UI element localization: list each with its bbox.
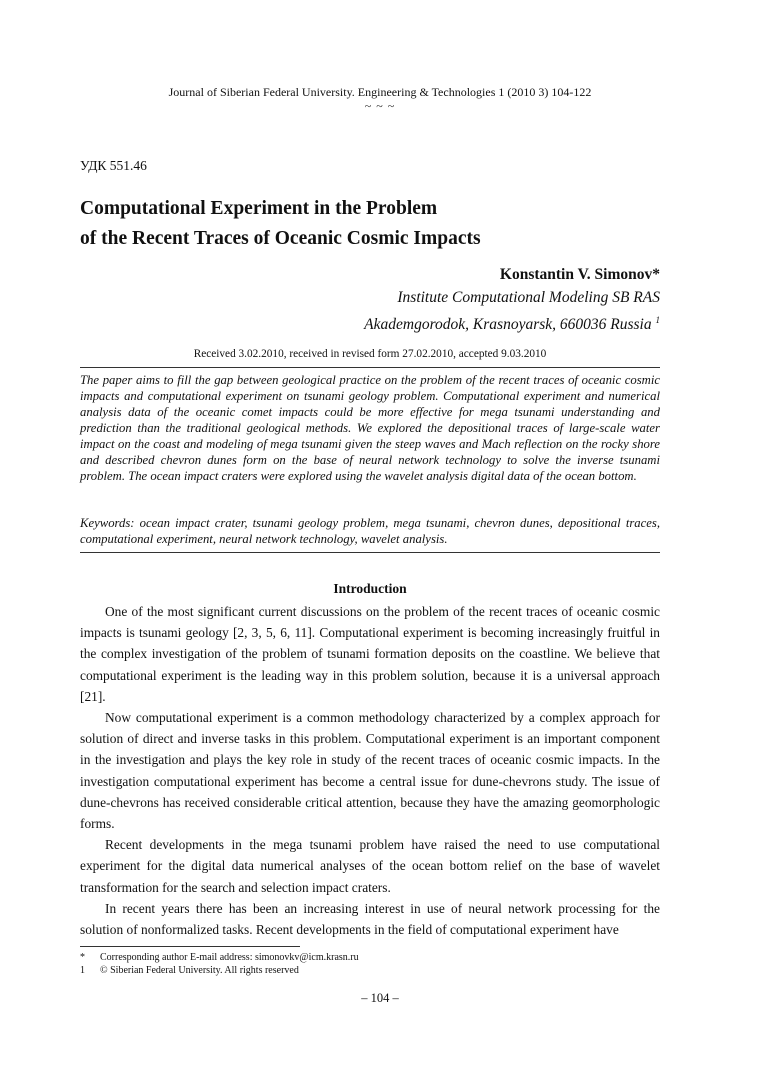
paper-title bbox=[80, 194, 660, 254]
paragraph: In recent years there has been an increasing interest in use of neural network processing for the solution of nonformalized tasks. Recent developments in the field of computational experiment have bbox=[80, 900, 660, 938]
udk-code: УДК 551.46 bbox=[80, 158, 147, 173]
footnote-mark: * bbox=[80, 952, 85, 963]
footnote-text: Corresponding author E-mail address: simonovkv@icm.krasn.ru bbox=[100, 952, 359, 963]
paragraph: One of the most significant current discussions on the problem of the recent traces of oceanic cosmic impacts is tsunami geology [2, 3, 5, 6, 11]. Computational experiment is becoming increasingly fruitful in the complex investigation of the problem of tsunami formation deposits on the coastline. We believe that computational experiment is the leading way in this problem solution, because it is a universal approach [21]. bbox=[80, 604, 660, 704]
footnote bbox=[80, 951, 660, 964]
paragraph: Recent developments in the mega tsunami problem have raised the need to use computational experiment for the digital data numerical analyses of the ocean bottom relief on the base of wavelet transformation for the search and selection impact craters. bbox=[80, 837, 660, 895]
body-text bbox=[80, 601, 660, 940]
received-dates: Received 3.02.2010, received in revised form 27.02.2010, accepted 9.03.2010 bbox=[193, 348, 547, 360]
journal-header: Journal of Siberian Federal University. Engineering & Technologies 1 (2010 3) 104-122 bbox=[168, 85, 592, 99]
section-heading: Introduction bbox=[333, 581, 407, 596]
title-line-1: Computational Experiment in the Problem bbox=[80, 198, 438, 219]
title-line-2: of the Recent Traces of Oceanic Cosmic Impacts bbox=[80, 228, 481, 249]
author-affiliation bbox=[364, 287, 660, 336]
keywords-text: Keywords: ocean impact crater, tsunami geology problem, mega tsunami, chevron dunes, depositional traces, computational experiment, neural network technology, wavelet analysis. bbox=[80, 516, 660, 546]
footnotes bbox=[80, 951, 660, 977]
affiliation-line-1: Institute Computational Modeling SB RAS bbox=[397, 289, 660, 306]
affiliation-line-2 bbox=[364, 309, 660, 336]
footnote-text: © Siberian Federal University. All rights reserved bbox=[100, 965, 299, 976]
footnote-rule bbox=[80, 946, 300, 947]
author-name: Konstantin V. Simonov* bbox=[499, 266, 660, 283]
header-tilde-ornament: ~ ~ ~ bbox=[364, 99, 396, 113]
abstract-top-rule bbox=[80, 367, 660, 368]
page-number: – 104 – bbox=[361, 991, 399, 1005]
paragraph: Now computational experiment is a common methodology characterized by a complex approach for solution of direct and inverse tasks in this problem. Computational experiment is an important component in the investigation and plays the key role in study of the recent traces of oceanic cosmic impacts. In the investigation computational experiment has become a central issue for dune-chevrons study. The issue of dune-chevrons has received considerable critical attention, because they have the amazing geomorphologic forms. bbox=[80, 710, 660, 832]
affiliation-address: Akademgorodok, Krasnoyarsk, 660036 Russia bbox=[364, 316, 652, 333]
abstract-text: The paper aims to fill the gap between geological practice on the problem of the recent traces of oceanic cosmic impacts and computational experiment on tsunami geology problem. Computational experiment and numerical analysis data of the oceanic comet impacts could be more effective for mega tsunami understanding and prediction than the traditional geological methods. We explored the depositional traces of large-scale water impact on the coast and modeling of mega tsunami given the steep waves and Mach reflection on the rocky shore and described chevron dunes form on the base of neural network technology to solve the inverse tsunami problem. The ocean impact craters were explored using the wavelet analysis digital data of the ocean bottom. bbox=[80, 373, 660, 483]
affiliation-footnote-mark: 1 bbox=[655, 315, 660, 325]
abstract-bottom-rule bbox=[80, 552, 660, 553]
footnote bbox=[80, 964, 660, 977]
footnote-mark: 1 bbox=[80, 965, 85, 976]
